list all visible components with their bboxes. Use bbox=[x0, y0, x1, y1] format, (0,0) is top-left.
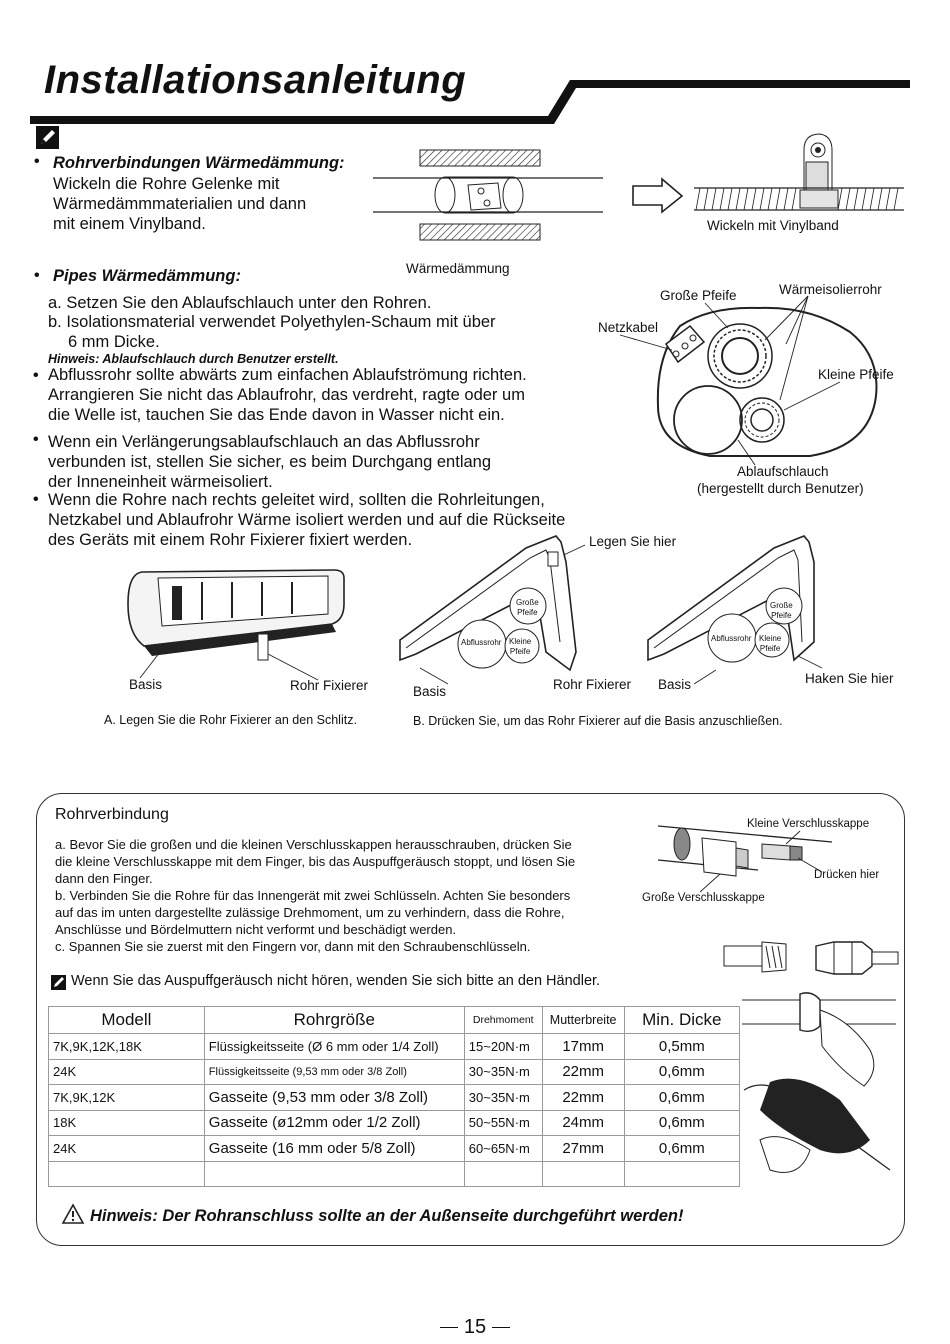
drain-direction-text: Abflussrohr sollte abwärts zum einfachen Ablaufströmung richten. Arrangieren Sie nicht das Ablaufrohr, das verdreht, ragte oder um die Welle ist, tauchen Sie das Ende davon in Wasser nicht ein. bbox=[48, 366, 527, 424]
header-nut-width: Mutterbreite bbox=[542, 1007, 624, 1034]
cell-min-thickness: 0,6mm bbox=[624, 1136, 739, 1162]
table-row bbox=[49, 1136, 740, 1162]
cell-min-thickness: 0,6mm bbox=[624, 1110, 739, 1136]
table-row bbox=[49, 1085, 740, 1111]
caption-a: A. Legen Sie die Rohr Fixierer an den Schlitz. bbox=[104, 713, 357, 727]
vinyl-wrap-label: Wickeln mit Vinylband bbox=[707, 218, 839, 233]
cell-model: 24K bbox=[49, 1059, 205, 1085]
cell-model: 24K bbox=[49, 1136, 205, 1162]
connection-instructions: a. Bevor Sie die großen und die kleinen Verschlusskappen herausschrauben, drücken Sie die kleine Verschlusskappe mit dem Finger, bis das Auspuffgeräusch stoppt, und lösen Sie dann den Finger. b. Verbinden Sie die Rohre für das Innengerät mit zwei Schlüsseln. Achten Sie besonders auf das im unten dargestellte zulässige Drehmoment, um zu verhindern, dass die Rohre, Anschlüsse und Bördelmuttern nicht verformt und beschädigt werden. c. Spannen Sie sie zuerst mit den Fingern vor, dann mit den Schraubenschlüsseln. bbox=[55, 837, 576, 954]
cell-nut-width: 22mm bbox=[542, 1059, 624, 1085]
bullet-dot: • bbox=[34, 267, 40, 284]
flare-connection-figure bbox=[722, 932, 902, 992]
bullet-dot: • bbox=[33, 367, 39, 384]
header-min-thickness: Min. Dicke bbox=[624, 1007, 739, 1034]
fig-a-small-pipe-label: Kleine Pfeife bbox=[509, 637, 532, 656]
cell-pipe-size: Gasseite (16 mm oder 5/8 Zoll) bbox=[204, 1136, 464, 1162]
press-here-label: Drücken hier bbox=[814, 869, 880, 881]
exhaust-sound-note: Wenn Sie das Auspuffgeräusch nicht hören, wenden Sie sich bitte an den Händler. bbox=[71, 973, 601, 989]
big-cap-label: Große Verschlusskappe bbox=[642, 892, 765, 904]
pipe-fixer-label-1: Rohr Fixierer bbox=[290, 678, 369, 693]
drain-hose-label: Ablaufschlauch bbox=[737, 464, 829, 479]
cell-model: 18K bbox=[49, 1110, 205, 1136]
extension-drain-text: Wenn ein Verlängerungsablaufschlauch an das Abflussrohr verbunden ist, stellen Sie sicher, es beim Durchgang entlang der Inneneinheit wärmeisoliert. bbox=[48, 433, 492, 491]
wrench-tightening-figure bbox=[740, 990, 900, 1190]
table-row-empty bbox=[49, 1161, 740, 1187]
cell-nut-width: 24mm bbox=[542, 1110, 624, 1136]
cell-pipe-size: Gasseite (9,53 mm oder 3/8 Zoll) bbox=[204, 1085, 464, 1111]
base-label-3: Basis bbox=[658, 677, 692, 692]
small-pipe-label: Kleine Pfeife bbox=[818, 367, 894, 382]
base-label-1: Basis bbox=[129, 677, 163, 692]
cell-torque: 50~55N·m bbox=[464, 1110, 542, 1136]
small-cap-label: Kleine Verschlusskappe bbox=[747, 818, 870, 830]
header-torque: Drehmoment bbox=[464, 1007, 542, 1034]
power-cable-label: Netzkabel bbox=[598, 320, 659, 335]
connection-heading: Rohrverbindung bbox=[55, 806, 169, 823]
right-routing-text: Wenn die Rohre nach rechts geleitet wird, sollten die Rohrleitungen, Netzkabel und Ablaufrohr Wärme isoliert werden und auf die Rückseite des Geräts mit einem Rohr Fixierer fixiert werden. bbox=[48, 491, 566, 549]
cell-model: 7K,9K,12K bbox=[49, 1085, 205, 1111]
drain-hose-sub-label: (hergestellt durch Benutzer) bbox=[697, 481, 864, 496]
section-heading-joint-insulation: Rohrverbindungen Wärmedämmung: bbox=[53, 154, 345, 172]
hook-here-label: Haken Sie hier bbox=[805, 671, 894, 686]
cell-torque: 30~35N·m bbox=[464, 1085, 542, 1111]
section-heading-pipe-insulation: Pipes Wärmedämmung: bbox=[53, 267, 241, 285]
table-row bbox=[49, 1110, 740, 1136]
fig-b-drain-label: Abflussrohr bbox=[711, 634, 752, 643]
page-title: Installationsanleitung bbox=[44, 58, 467, 102]
bullet-dot: • bbox=[34, 153, 40, 170]
lay-here-label: Legen Sie hier bbox=[589, 534, 677, 549]
header-pipe-size: Rohrgröße bbox=[204, 1007, 464, 1034]
cell-pipe-size: Gasseite (ø12mm oder 1/2 Zoll) bbox=[204, 1110, 464, 1136]
cell-pipe-size: Flüssigkeitsseite (9,53 mm oder 3/8 Zoll) bbox=[204, 1059, 464, 1085]
pipe-insulation-item-a: a. Setzen Sie den Ablaufschlauch unter den Rohren. bbox=[48, 294, 432, 312]
cell-min-thickness: 0,6mm bbox=[624, 1085, 739, 1111]
fig-b-small-pipe-label: Kleine Pfeife bbox=[759, 634, 782, 653]
insulation-label: Wärmedämmung bbox=[406, 261, 510, 276]
cell-min-thickness: 0,5mm bbox=[624, 1034, 739, 1060]
header-model: Modell bbox=[49, 1007, 205, 1034]
cell-nut-width: 17mm bbox=[542, 1034, 624, 1060]
table-header-row bbox=[49, 1007, 740, 1034]
note-pen-icon bbox=[51, 975, 67, 991]
warning-icon bbox=[62, 1204, 84, 1224]
pipe-insulation-item-b-cont: 6 mm Dicke. bbox=[68, 333, 160, 351]
page-number: 15 bbox=[0, 1316, 950, 1339]
cell-torque: 30~35N·m bbox=[464, 1059, 542, 1085]
caption-b: B. Drücken Sie, um das Rohr Fixierer auf die Basis anzuschließen. bbox=[413, 714, 783, 728]
big-pipe-label: Große Pfeife bbox=[660, 288, 737, 303]
drain-hint: Hinweis: Ablaufschlauch durch Benutzer erstellt. bbox=[48, 352, 339, 366]
cell-torque: 60~65N·m bbox=[464, 1136, 542, 1162]
fig-a-big-pipe-label: Große Pfeife bbox=[516, 598, 539, 617]
cell-min-thickness: 0,6mm bbox=[624, 1059, 739, 1085]
outside-connection-warning: Hinweis: Der Rohranschluss sollte an der Außenseite durchgeführt werden! bbox=[90, 1207, 684, 1225]
insulation-tube-label: Wärmeisolierrohr bbox=[779, 282, 882, 297]
cell-pipe-size: Flüssigkeitsseite (Ø 6 mm oder 1/4 Zoll) bbox=[204, 1034, 464, 1060]
fig-a-drain-label: Abflussrohr bbox=[461, 638, 502, 647]
table-row bbox=[49, 1034, 740, 1060]
pipe-insulation-item-b: b. Isolationsmaterial verwendet Polyethylen-Schaum mit über bbox=[48, 313, 496, 331]
joint-insulation-text: Wickeln die Rohre Gelenke mit Wärmedämmmaterialien und dann mit einem Vinylband. bbox=[53, 175, 307, 233]
cell-model: 7K,9K,12K,18K bbox=[49, 1034, 205, 1060]
bullet-dot: • bbox=[33, 491, 39, 508]
table-row bbox=[49, 1059, 740, 1085]
torque-spec-table bbox=[48, 1006, 740, 1187]
fig-b-big-pipe-label: Große Pfeife bbox=[770, 601, 793, 620]
cell-nut-width: 22mm bbox=[542, 1085, 624, 1111]
base-label-2: Basis bbox=[413, 684, 447, 699]
cell-nut-width: 27mm bbox=[542, 1136, 624, 1162]
cell-torque: 15~20N·m bbox=[464, 1034, 542, 1060]
pipe-fixer-label-2: Rohr Fixierer bbox=[553, 677, 632, 692]
bullet-dot: • bbox=[33, 431, 39, 448]
